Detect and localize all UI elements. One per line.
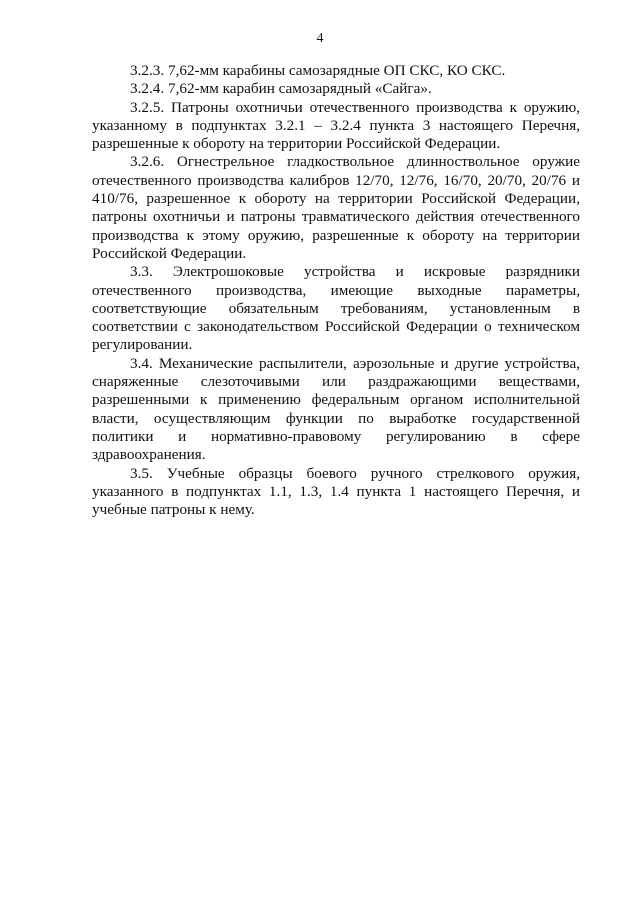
paragraph-3-4: 3.4. Механические распылители, аэрозольные и другие устройства, снаряженные слезоточивыми или раздражающими веществами, разрешенными к применению федеральным органом исполнительной власти, осуществляющим функции по выработке государственной политики и нормативно-правовому регулированию в сфере здравоохранения. — [92, 354, 580, 464]
document-body — [92, 62, 580, 519]
paragraph-3-5: 3.5. Учебные образцы боевого ручного стрелкового оружия, указанного в подпунктах 1.1, 1.3, 1.4 пункта 1 настоящего Перечня, и учебные патроны к нему. — [92, 464, 580, 519]
paragraph-3-2-4: 3.2.4. 7,62-мм карабин самозарядный «Сайга». — [130, 80, 432, 98]
paragraph-3-2-6: 3.2.6. Огнестрельное гладкоствольное длинноствольное оружие отечественного производства калибров 12/70, 12/76, 16/70, 20/70, 20/76 и 410/76, разрешенное к обороту на территории Российской Федерации, патроны охотничьи и патроны травматического действия отечественного производства к этому оружию, разрешенные к обороту на территории Российской Федерации. — [92, 153, 580, 262]
paragraph-3-3: 3.3. Электрошоковые устройства и искровые разрядники отечественного производства, имеющие выходные параметры, соответствующие обязательным требованиям, установленным в соответствии с законодательством Российской Федерации о техническом регулировании. — [92, 263, 580, 354]
paragraph-3-2-3: 3.2.3. 7,62-мм карабины самозарядные ОП СКС, КО СКС. — [130, 62, 506, 79]
page-number: 4 — [316, 31, 324, 46]
paragraph-3-2-5: 3.2.5. Патроны охотничьи отечественного производства к оружию, указанному в подпунктах 3.2.1 – 3.2.4 пункта 3 настоящего Перечня, разрешенные к обороту на территории Российской Федерации. — [92, 98, 580, 153]
